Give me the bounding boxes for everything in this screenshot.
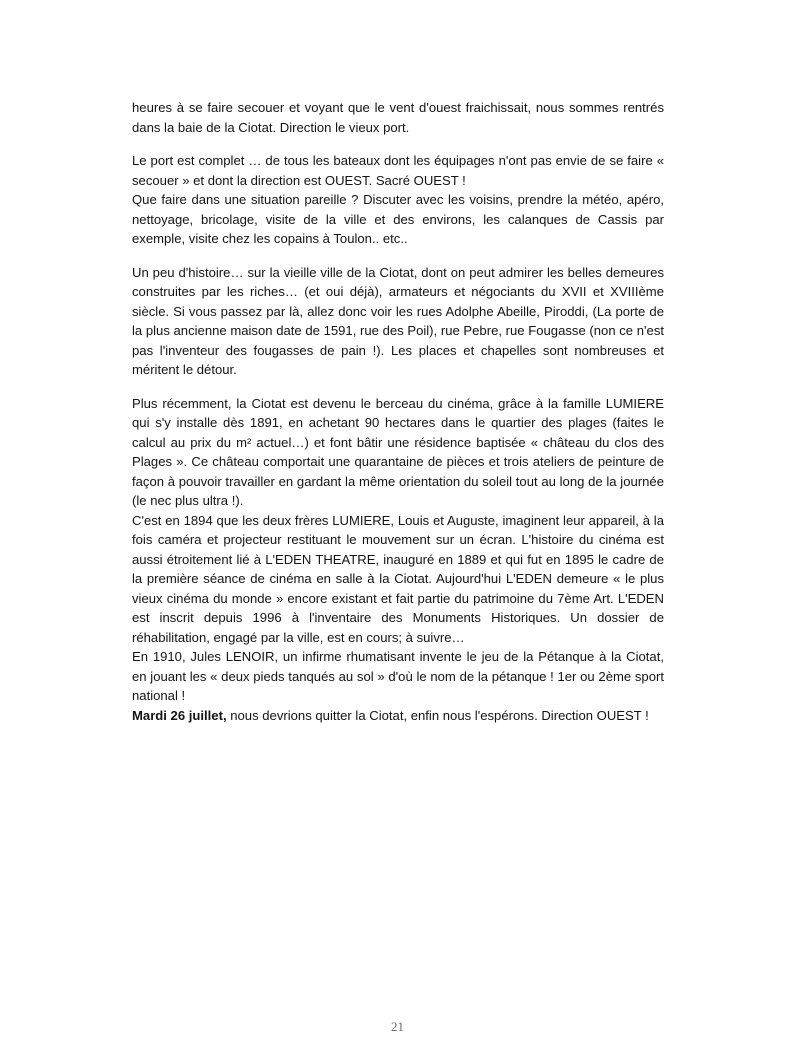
paragraph-cinema-lumiere: Plus récemment, la Ciotat est devenu le berceau du cinéma, grâce à la famille LUMIERE qui s'y installe dès 1891, en achetant 90 hectares dans le quartier des plages (faites le calcul au prix du m² actuel…) et font bâtir une résidence baptisée « château du clos des Plages ». Ce château comportait une quarantaine de pièces et trois ateliers de peinture de façon à pouvoir travailler en gardant la même orientation du soleil tout au long de la journée (le nec plus ultra !). xyxy=(132,395,664,508)
page-number: 21 xyxy=(391,1019,404,1034)
paragraph-cinema-petanque: En 1910, Jules LENOIR, un infirme rhumatisant invente le jeu de la Pétanque à la Ciotat, en jouant les « deux pieds tanqués au sol » d'où le nom de la pétanque ! 1er ou 2ème sport national ! xyxy=(132,649,664,703)
paragraph-cinema xyxy=(132,394,664,726)
paragraph-arrival-text: heures à se faire secouer et voyant que le vent d'ouest fraichissait, nous sommes rentrés dans la baie de la Ciotat. Direction le vieux port. xyxy=(132,100,664,135)
paragraph-history-text: Un peu d'histoire… sur la vieille ville de la Ciotat, dont on peut admirer les belles demeures construites par les riches… (et oui déjà), armateurs et négociants du XVII et XVIIIème siècle. Si vous passez par là, allez donc voir les rues Adolphe Abeille, Piroddi, (La porte de la plus ancienne maison date de 1591, rue des Poil), rue Pebre, rue Fougasse (non ce n'est pas l'inventeur des fougasses de pain !). Les places et chapelles sont nombreuses et méritent le détour. xyxy=(132,264,664,377)
paragraph-port-line-2: Que faire dans une situation pareille ? Discuter avec les voisins, prendre la météo, apéro, nettoyage, bricolage, visite de la ville et des environs, les calanques de Cassis par exemple, visite chez les copains à Toulon.. etc.. xyxy=(132,192,664,246)
paragraph-port-line-1: Le port est complet … de tous les bateaux dont les équipages n'ont pas envie de se faire « secouer » et dont la direction est OUEST. Sacré OUEST ! xyxy=(132,153,664,188)
departure-text: nous devrions quitter la Ciotat, enfin nous l'espérons. Direction OUEST ! xyxy=(226,707,649,723)
paragraph-cinema-departure xyxy=(132,706,664,726)
paragraph-port xyxy=(132,151,664,249)
paragraph-arrival xyxy=(132,98,664,137)
departure-date: Mardi 26 juillet, xyxy=(132,707,227,723)
paragraph-cinema-eden: C'est en 1894 que les deux frères LUMIERE, Louis et Auguste, imaginent leur appareil, à la fois caméra et projecteur restituant le mouvement sur un écran. L'histoire du cinéma est aussi étroitement lié à L'EDEN THEATRE, inauguré en 1889 et qui fut en 1895 le cadre de la première séance de cinéma en salle à la Ciotat. Aujourd'hui L'EDEN demeure « le plus vieux cinéma du monde » encore existant et fait partie du patrimoine du 7ème Art. L'EDEN est inscrit depuis 1996 à l'inventaire des Monuments Historiques. Un dossier de réhabilitation, engagé par la ville, est en cours; à suivre… xyxy=(132,512,664,645)
document-body xyxy=(132,98,664,725)
paragraph-history xyxy=(132,263,664,380)
